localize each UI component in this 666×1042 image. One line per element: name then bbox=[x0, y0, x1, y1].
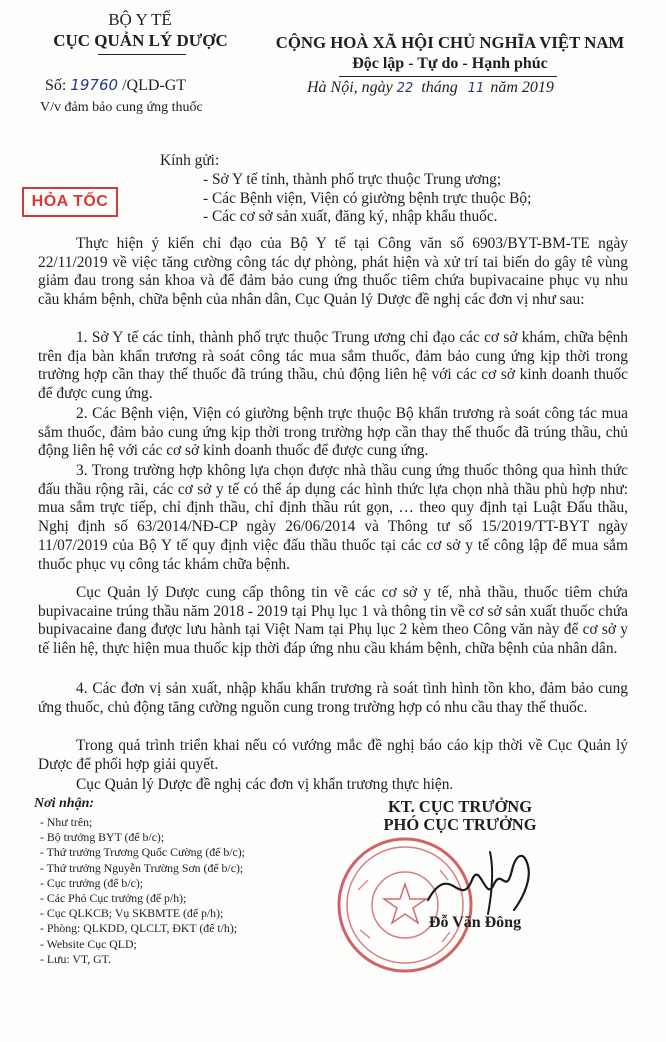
recipients-list bbox=[40, 815, 245, 967]
recipients-label: Nơi nhận: bbox=[34, 796, 95, 811]
addressee-item: - Các cơ sở sản xuất, đăng ký, nhập khẩu thuốc. bbox=[203, 208, 498, 225]
motto-underline bbox=[339, 76, 557, 77]
number-prefix: Số: bbox=[45, 77, 67, 94]
handwritten-month: 11 bbox=[467, 81, 485, 96]
recipient-item: - Như trên; bbox=[40, 815, 93, 829]
recipient-item: - Cục trưởng (để b/c); bbox=[40, 875, 144, 890]
signature-title-2: PHÓ CỤC TRƯỞNG bbox=[383, 815, 537, 834]
document-number bbox=[45, 76, 186, 95]
recipient-item: - Lưu: VT, GT. bbox=[40, 951, 111, 966]
paragraph-1: 1. Sở Y tế các tỉnh, thành phố trực thuộc Trung ương chỉ đạo các cơ sở khám, chữa bệnh trên địa bàn khẩn trương rà soát công tác mua sắm thuốc, đảm bảo cung ứng kịp thời trong trường hợp cần thay thế thuốc đã trúng thầu, chủ động liên hệ với các cơ sở kinh doanh thuốc để được cung ứng. bbox=[38, 329, 628, 403]
agency-name: CỤC QUẢN LÝ DƯỢC bbox=[53, 31, 228, 50]
signature-title-1: KT. CỤC TRƯỞNG bbox=[387, 797, 533, 816]
addressee-label: Kính gửi: bbox=[160, 152, 220, 169]
urgent-stamp: HỎA TỐC bbox=[22, 187, 118, 217]
recipient-item: - Các Phó Cục trưởng (để p/h); bbox=[40, 891, 187, 906]
ministry-name: BỘ Y TẾ bbox=[108, 10, 172, 29]
handwritten-number: 19760 bbox=[70, 76, 119, 94]
country-name: CỘNG HOÀ XÃ HỘI CHỦ NGHĨA VIỆT NAM bbox=[275, 33, 625, 52]
paragraph-3: 3. Trong trường hợp không lựa chọn được nhà thầu cung ứng thuốc thông qua hình thức đấu thầu rộng rãi, các cơ sở y tế có thể áp dụng các hình thức lựa chọn nhà thầu phù hợp như: mua sắm trực tiếp, chỉ định thầu, chỉ định thầu rút gọn, … theo quy định tại Luật Đấu thầu, Nghị định số 63/2014/NĐ-CP ngày 26/06/2014 và Thông tư số 15/2019/TT-BYT ngày 11/07/2019 của Bộ Y tế quy định việc đấu thầu thuốc tại các cơ sở y tế công lập để mua sắm thuốc phục vụ công tác khám chữa bệnh. bbox=[38, 462, 628, 573]
recipient-item: - Thứ trưởng Trương Quốc Cường (để b/c); bbox=[40, 845, 245, 860]
signer-name: Đỗ Văn Đông bbox=[428, 914, 522, 931]
recipient-item: - Phòng: QLKDD, QLCLT, ĐKT (để t/h); bbox=[40, 921, 238, 936]
number-suffix: /QLD-GT bbox=[122, 77, 187, 94]
addressee-item: - Các Bệnh viện, Viện có giường bệnh trực thuộc Bộ; bbox=[203, 190, 532, 207]
agency-underline bbox=[98, 54, 186, 55]
paragraph-2: 2. Các Bệnh viện, Viện có giường bệnh trực thuộc Bộ khẩn trương rà soát công tác mua sắm thuốc, đảm bảo cung ứng kịp thời trong trường hợp cần thay thế thuốc đã trúng thầu, chủ động liên hệ với các cơ sở kinh doanh thuốc để được cung ứng. bbox=[38, 405, 628, 460]
subject-line: V/v đảm bảo cung ứng thuốc bbox=[40, 100, 203, 115]
addressee-item: - Sở Y tế tỉnh, thành phố trực thuộc Trung ương; bbox=[203, 171, 502, 188]
paragraph-6: Cục Quản lý Dược đề nghị các đơn vị khẩn trương thực hiện. bbox=[76, 776, 454, 793]
recipient-item: - Cục QLKCB; Vụ SKBMTE (để p/h); bbox=[40, 906, 224, 921]
date-line bbox=[307, 79, 554, 97]
date-year: năm 2019 bbox=[490, 79, 554, 96]
date-prefix: Hà Nội, ngày bbox=[307, 79, 393, 96]
paragraph-4: 4. Các đơn vị sản xuất, nhập khẩu khẩn trương rà soát tình hình tồn kho, đảm bảo cung ứng thuốc, chủ động tăng cường nguồn cung trong trường hợp có nhu cầu thay thế thuốc. bbox=[38, 680, 628, 716]
recipient-item: - Website Cục QLD; bbox=[40, 936, 137, 951]
intro-paragraph: Thực hiện ý kiến chỉ đạo của Bộ Y tế tại Công văn số 6903/BYT-BM-TE ngày 22/11/2019 về việc tăng cường công tác dự phòng, phát hiện và xử trí tai biến do gây tê vùng giảm đau trong sản khoa và để đảm bảo cung ứng thuốc tiêm chứa bupivacaine phục vụ nhu cầu khám bệnh, chữa bệnh của nhân dân, Cục Quản lý Dược đề nghị các đơn vị như sau: bbox=[38, 235, 628, 309]
paragraph-3b: Cục Quản lý Dược cung cấp thông tin về các cơ sở y tế, nhà thầu, thuốc tiêm chứa bupivacaine trúng thầu năm 2018 - 2019 tại Phụ lục 1 và thông tin về cơ sở sản xuất thuốc chứa bupivacaine đang được lưu hành tại Việt Nam tại Phụ lục 2 kèm theo Công văn này để cơ sở y tế liên hệ, thực hiện mua thuốc kịp thời đáp ứng nhu cầu khám bệnh, chữa bệnh của nhân dân. bbox=[38, 584, 628, 658]
handwritten-day: 22 bbox=[396, 81, 414, 96]
recipient-item: - Bộ trưởng BYT (để b/c); bbox=[40, 830, 165, 845]
motto: Độc lập - Tự do - Hạnh phúc bbox=[352, 55, 548, 72]
paragraph-5: Trong quá trình triển khai nếu có vướng mắc đề nghị báo cáo kịp thời về Cục Quản lý Dược để phối hợp giải quyết. bbox=[38, 737, 628, 773]
handwritten-signature-icon bbox=[420, 840, 540, 920]
date-month-label: tháng bbox=[421, 79, 458, 96]
recipient-item: - Thứ trưởng Nguyễn Trường Sơn (để b/c); bbox=[40, 860, 244, 875]
